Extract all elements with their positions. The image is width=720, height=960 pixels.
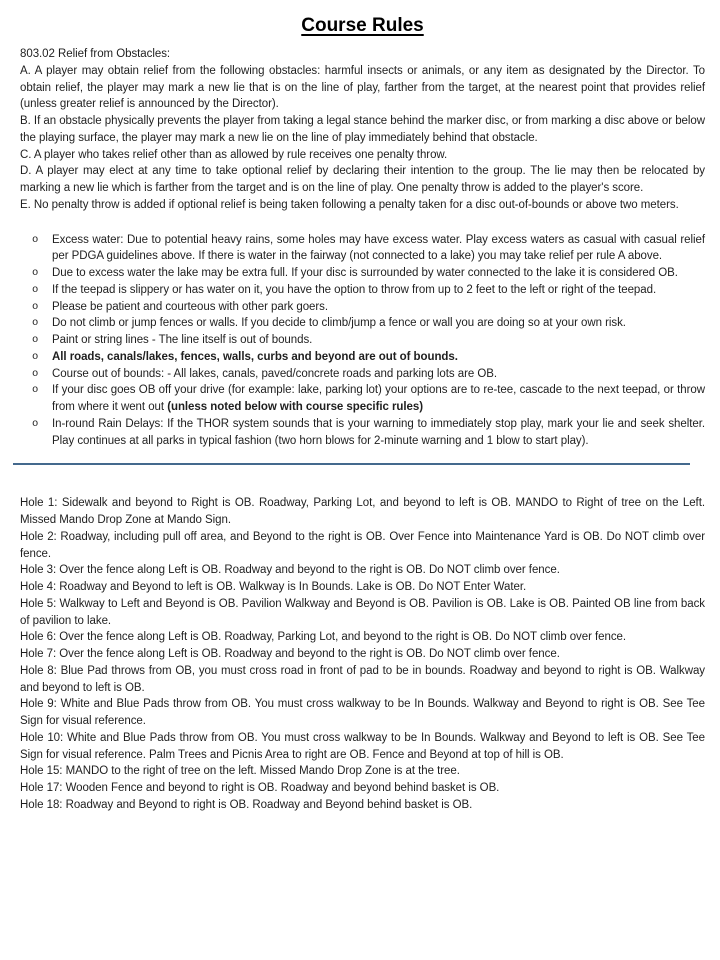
hole-rule: Hole 4: Roadway and Beyond to left is OB. Walkway is In Bounds. Lake is OB. Do NOT Enter Water.: [20, 581, 527, 593]
bullet-marker: o: [32, 367, 39, 380]
section-divider: [13, 463, 690, 465]
bullet-text: Due to excess water the lake may be extra full. If your disc is surrounded by water connected to the lake it is considered OB.: [52, 267, 678, 279]
bullet-marker: o: [32, 300, 39, 313]
hole-rule: Hole 1: Sidewalk and beyond to Right is OB. Roadway, Parking Lot, and beyond to left is OB. MANDO to Right of tree on the Left. Missed Mando Drop Zone at Mando Sign.: [20, 497, 705, 526]
bullet-text: If the teepad is slippery or has water on it, you have the option to throw from up to 2 feet to the left or right of the teepad.: [52, 283, 657, 296]
bullet-text: Paint or string lines - The line itself is out of bounds.: [52, 334, 313, 346]
bullet-text: Please be patient and courteous with other park goers.: [52, 300, 329, 313]
rule-paragraph: A. A player may obtain relief from the following obstacles: harmful insects or animals, or any item as designated by the Director. To obtain relief, the player may mark a new lie that is on the line of play, farther from the target, at the nearest point that provides relief (unless greater relief is announced by the Director).: [20, 64, 705, 111]
bullet-marker: o: [32, 334, 39, 346]
hole-rule: Hole 8: Blue Pad throws from OB, you must cross road in front of pad to be in bounds. Roadway and beyond to right is OB. Walkway and beyond to left is OB.: [20, 664, 705, 694]
bullet-text-bold: (unless noted below with course specific rules): [167, 401, 424, 413]
hole-rule: Hole 17: Wooden Fence and beyond to right is OB. Roadway and beyond behind basket is OB.: [20, 782, 500, 794]
rule-paragraph: C. A player who takes relief other than as allowed by rule receives one penalty throw.: [20, 148, 448, 161]
rule-paragraph: E. No penalty throw is added if optional relief is being taken following a penalty taken for a disc out-of-bounds or above two meters.: [20, 198, 679, 211]
hole-rule: Hole 3: Over the fence along Left is OB. Roadway and beyond to the right is OB. Do NOT climb over fence.: [20, 564, 560, 577]
bullet-text: If your disc goes OB off your drive (for example: lake, parking lot) your options are to re-tee, cascade to the next teepad, or throw from where it went out: [52, 384, 705, 413]
bullet-item: [32, 366, 705, 383]
bullet-marker: o: [32, 384, 39, 397]
bullet-item: [32, 332, 705, 349]
rule-paragraph: B. If an obstacle physically prevents the player from taking a legal stance behind the marker disc, or from marking a disc above or below the playing surface, the player may mark a new lie on the line of play immediately behind that obstacle.: [20, 115, 705, 144]
hole-rule: Hole 10: White and Blue Pads throw from OB. You must cross walkway to be In Bounds. Walkway and Beyond to left is OB. See Tee Sign for visual reference. Palm Trees and Picnis Area to right are OB. Fence and Beyond at top of hill is OB.: [20, 731, 705, 761]
bullet-item: [32, 315, 705, 332]
bullet-text: In-round Rain Delays: If the THOR system sounds that is your warning to immediately stop play, mark your lie and seek shelter. Play continues at all parks in typical fashion (two horn blows for 2-minute warning and 1 blow to start play).: [52, 417, 705, 447]
relief-rules-section: [20, 46, 705, 214]
bullet-marker: o: [32, 317, 39, 330]
bullet-marker: o: [32, 267, 39, 279]
hole-rule: Hole 2: Roadway, including pull off area, and Beyond to the right is OB. Over Fence into Maintenance Yard is OB. Do NOT climb over fence.: [20, 530, 705, 560]
hole-rule: Hole 18: Roadway and Beyond to right is OB. Roadway and Beyond behind basket is OB.: [20, 798, 473, 811]
bullet-item: [32, 416, 705, 450]
hole-rules-section: [20, 495, 705, 813]
section-heading: 803.02 Relief from Obstacles:: [20, 48, 171, 60]
page-title: Course Rules: [301, 15, 424, 36]
bullet-item: [32, 349, 705, 366]
rule-paragraph: D. A player may elect at any time to take optional relief by declaring their intention to the group. The lie may then be relocated by marking a new lie which is farther from the target and is on the line of play. One penalty throw is added to the player's score.: [20, 165, 705, 194]
bullet-item: [32, 299, 705, 316]
bullet-text-bold: All roads, canals/lakes, fences, walls, curbs and beyond are out of bounds.: [52, 350, 458, 363]
bullet-marker: o: [32, 233, 39, 246]
hole-rule: Hole 15: MANDO to the right of tree on the left. Missed Mando Drop Zone is at the tree.: [20, 765, 460, 778]
hole-rule: Hole 6: Over the fence along Left is OB. Roadway, Parking Lot, and beyond to the right is OB. Do NOT climb over fence.: [20, 631, 627, 644]
course-notes-list: [20, 232, 705, 450]
bullet-marker: o: [32, 283, 39, 296]
bullet-text: Course out of bounds: - All lakes, canals, paved/concrete roads and parking lots are OB.: [52, 367, 497, 380]
bullet-item: [32, 382, 705, 416]
rules-paragraphs: [20, 63, 705, 214]
bullet-item: [32, 265, 705, 282]
hole-rule: Hole 5: Walkway to Left and Beyond is OB. Pavilion Walkway and Beyond is OB. Pavilion is OB. Lake is OB. Painted OB line from back of pavilion to lake.: [20, 597, 705, 627]
bullet-item: [32, 232, 705, 266]
bullet-marker: o: [32, 417, 39, 430]
hole-rule: Hole 7: Over the fence along Left is OB. Roadway and beyond to the right is OB. Do NOT climb over fence.: [20, 648, 560, 660]
bullet-marker: o: [32, 350, 39, 363]
bullet-text: Do not climb or jump fences or walls. If you decide to climb/jump a fence or wall you are doing so at your own risk.: [52, 317, 626, 330]
bullet-item: [32, 282, 705, 299]
hole-rule: Hole 9: White and Blue Pads throw from OB. You must cross walkway to be In Bounds. Walkway and Beyond to right is OB. See Tee Sign for visual reference.: [20, 698, 705, 727]
bullet-text: Excess water: Due to potential heavy rains, some holes may have excess water. Play excess waters as casual with casual relief per PDGA guidelines above. If there is water in the fairway (not connected to a lake) you may take relief per rule A above.: [52, 233, 705, 263]
